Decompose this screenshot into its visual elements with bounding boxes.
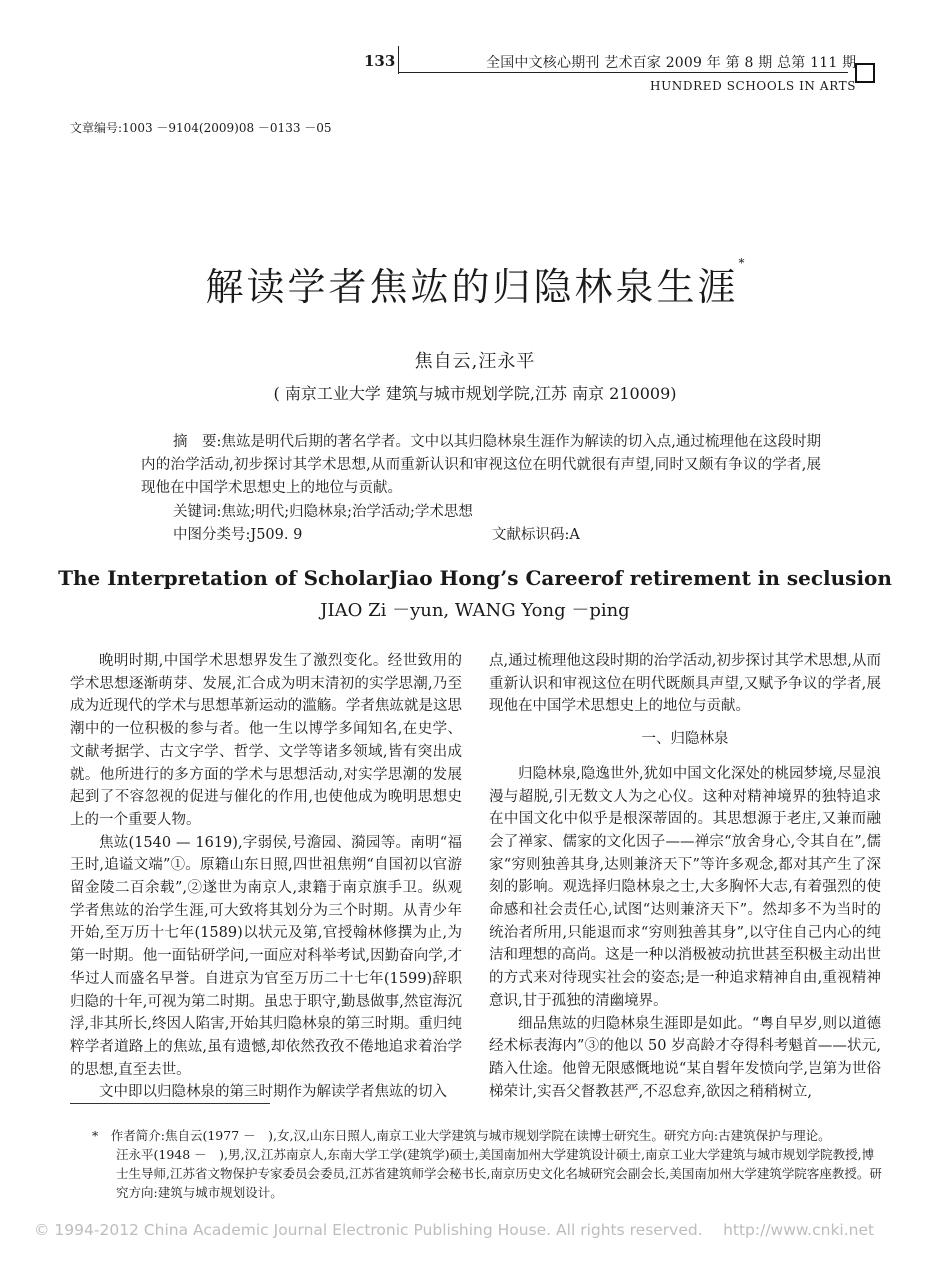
- journal-line: 全国中文核心期刊 艺术百家 2009 年 第 8 期 总第 111 期: [486, 55, 857, 71]
- body-paragraph: 晚明时期,中国学术思想界发生了激烈变化。经世致用的学术思想逐渐萌芽、发展,汇合成为明末清初的实学思潮,乃至成为近现代的学术与思想革新运动的滥觞。学者焦竑就是这思潮中的一位积极的参与者。他一生以博学多闻知名,在史学、文献考据学、古文字学、哲学、文学等诸多领域,皆有突出成就。他所进行的多方面的学术与思想活动,对实学思潮的发展起到了不容忽视的促进与催化的作用,也使他成为晚明思想史上的一个重要人物。: [70, 653, 462, 828]
- english-authors: JIAO Zi －yun, WANG Yong －ping: [320, 600, 630, 621]
- authors: 焦自云,汪永平: [414, 351, 536, 372]
- paper-title: [0, 256, 950, 311]
- footnote-author-2: 汪永平(1948 － ),男,汉,江苏南京人,东南大学工学(建筑学)硕士,美国南加州大学建筑设计硕士,南京工业大学建筑与城市规划学院教授,博士生导师,江苏省文物保护专家委员会委员,江苏省建筑师学会秘书长,南京历史文化名城研究会副会长,美国南加州大学建筑学院客座教授。研究方向:建筑与城市规划设计。: [116, 1147, 882, 1200]
- section-heading: 一、归隐林泉: [641, 731, 729, 748]
- article-number: 文章编号:1003 －9104(2009)08 －0133 －05: [70, 121, 332, 135]
- affiliation: ( 南京工业大学 建筑与城市规划学院,江苏 南京 210009): [273, 384, 677, 403]
- page-number: 133: [364, 52, 396, 70]
- copyright-watermark: © 1994-2012 China Academic Journal Electronic Publishing House. All rights reserved. http://www.cnki.net: [34, 1221, 875, 1239]
- header-divider: [398, 46, 399, 74]
- body-paragraph: 焦竑(1540 — 1619),字弱侯,号澹园、漪园等。南明“福王时,追谥文端”①。原籍山东日照,四世祖焦朔“自国初以官游留金陵二百余载”,②遂世为南京人,隶籍于南京旗手卫。纵观学者焦竑的治学生涯,可大致将其划分为三个时期。从青少年开始,至万历十七年(1589)以状元及第,官授翰林修撰为止,为第一时期。他一面钻研学问,一面应对科举考试,因勤奋向学,才华过人而盛名早誉。自进京为官至万历二十七年(1599)辞职归隐的十年,可视为第二时期。虽忠于职守,勤恳做事,然宦海沉浮,非其所长,终因人陷害,开始其归隐林泉的第三时期。重归纯粹学者道路上的焦竑,虽有遗憾,却依然孜孜不倦地追求着治学的思想,直至去世。: [70, 834, 462, 1078]
- title-footnote-mark: *: [738, 256, 745, 270]
- classification-number: 中图分类号:J509. 9: [173, 527, 303, 543]
- body-column-right: [489, 650, 881, 1103]
- document-code: 文献标识码:A: [492, 527, 580, 543]
- body-paragraph-continued: 点,通过梳理他这段时期的治学活动,初步探讨其学术思想,从而重新认识和审视这位在明代既颇具声望,又赋予争议的学者,展现他在中国学术思想史上的地位与贡献。: [489, 653, 881, 715]
- footnote-author-1: * 作者简介:焦自云(1977 － ),女,汉,山东日照人,南京工业大学建筑与城市规划学院在读博士研究生。研究方向:古建筑保护与理论。: [92, 1128, 831, 1143]
- body-column-left: [70, 650, 462, 1104]
- header-box-mark: [855, 63, 875, 83]
- footnote-rule: [70, 1103, 270, 1104]
- body-paragraph: 文中即以归隐林泉的第三时期作为解读学者焦竑的切入: [99, 1084, 447, 1101]
- body-paragraph: 细品焦竑的归隐林泉生涯即是如此。“粤自早岁,则以道德经术标表海内”③的他以 50 岁高龄才夺得科考魁首——状元,踏入仕途。他曾无限感慨地说“某自髫年发愤向学,岂第为世俗梯荣计,实吾父督教甚严,不忍怠弃,欲因之稍稍树立,: [489, 1015, 881, 1100]
- keywords: 关键词:焦竑;明代;归隐林泉;治学活动;学术思想: [173, 504, 473, 520]
- body-paragraph: 归隐林泉,隐逸世外,犹如中国文化深处的桃园梦境,尽显浪漫与超脱,引无数文人为之心仪。这种对精神境界的独特追求在中国文化中似乎是根深蒂固的。其思想源于老庄,又兼而融会了禅家、儒家的文化因子——禅宗“放舍身心,令其自在”,儒家“穷则独善其身,达则兼济天下”等许多观念,都对其产生了深刻的影响。观选择归隐林泉之士,大多胸怀大志,有着强烈的使命感和社会责任心,试图“达则兼济天下”。然却多不为当时的统治者所用,只能退而求“穷则独善其身”,以守住自己内心的纯洁和理想的高尚。这是一种以消极被动抗世甚至积极主动出世的方式来对待现实社会的姿态;是一种追求精神自由,重视精神意识,甘于孤独的清幽境界。: [489, 765, 881, 1009]
- header-rule: [398, 72, 848, 73]
- journal-english-name: HUNDRED SCHOOLS IN ARTS: [650, 79, 857, 93]
- abstract: 摘 要:焦竑是明代后期的著名学者。文中以其归隐林泉生涯作为解读的切入点,通过梳理他在这段时期内的治学活动,初步探讨其学术思想,从而重新认识和审视这位在明代就很有声望,同时又颇有争议的学者,展现他在中国学术思想史上的地位与贡献。: [141, 434, 821, 496]
- footnotes: [70, 1126, 882, 1202]
- english-title: The Interpretation of ScholarJiao Hong’s Careerof retirement in seclusion: [58, 566, 892, 590]
- paper-title-text: 解读学者焦竑的归隐林泉生涯: [205, 265, 739, 309]
